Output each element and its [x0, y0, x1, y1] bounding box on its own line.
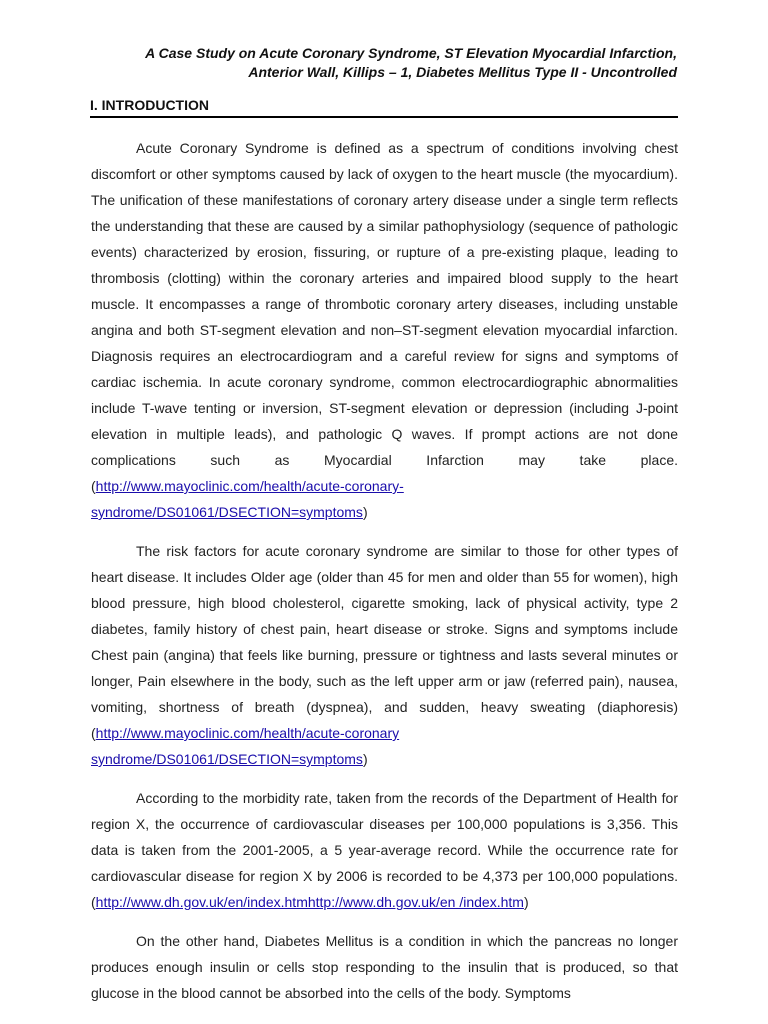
paragraph-1	[91, 135, 678, 525]
paragraph-3-text: According to the morbidity rate, taken from the records of the Department of Health for region X, the occurrence of cardiovascular diseases per 100,000 populations is 3,356. This data is taken from the 2001-2005, a 5 year-average record. While the occurrence rate for cardiovascular disease for region X by 2006 is recorded to be 4,373 per 100,000 populations.(	[91, 790, 678, 910]
title-line-2: Anterior Wall, Killips – 1, Diabetes Mellitus Type II - Uncontrolled	[248, 64, 677, 80]
document-title	[90, 44, 677, 82]
paragraph-2-close: )	[362, 751, 368, 767]
paragraph-1-close: )	[362, 504, 368, 520]
paragraph-4-text: On the other hand, Diabetes Mellitus is a condition in which the pancreas no longer produces enough insulin or cells stop responding to the insulin that is produced, so that glucose in the blood cannot be absorbed into the cells of the body. Symptoms	[91, 933, 678, 1001]
dh-gov-link[interactable]: http://www.dh.gov.uk/en/index.htmhttp://www.dh.gov.uk/en /index.htm	[95, 894, 524, 910]
section-heading-introduction: I. INTRODUCTION	[90, 96, 678, 118]
body-text	[91, 135, 678, 1019]
paragraph-1-text: Acute Coronary Syndrome is defined as a spectrum of conditions involving chest discomfort or other symptoms caused by lack of oxygen to the heart muscle (the myocardium). The unification of these manifestations of coronary artery disease under a single term reflects the understanding that these are caused by a similar pathophysiology (sequence of pathologic events) characterized by erosion, fissuring, or rupture of a pre-existing plaque, leading to thrombosis (clotting) within the coronary arteries and impaired blood supply to the heart muscle. It encompasses a range of thrombotic coronary artery diseases, including unstable angina and both ST-segment elevation and non–ST-segment elevation myocardial infarction. Diagnosis requires an electrocardiogram and a careful review for signs and symptoms of cardiac ischemia. In acute coronary syndrome, common electrocardiographic abnormalities include T-wave tenting or inversion, ST-segment elevation or depression (including J-point elevation in multiple leads), and pathologic Q waves. If prompt actions are not done complications such as Myocardial Infarction may take place. (	[91, 140, 678, 494]
title-line-1: A Case Study on Acute Coronary Syndrome, ST Elevation Myocardial Infarction,	[145, 45, 677, 61]
mayoclinic-link-2[interactable]: http://www.mayoclinic.com/health/acute-coronary syndrome/DS01061/DSECTION=symptoms	[91, 725, 400, 767]
paragraph-3-close: )	[523, 894, 529, 910]
paragraph-3	[91, 785, 678, 915]
paragraph-2-text: The risk factors for acute coronary syndrome are similar to those for other types of heart disease. It includes Older age (older than 45 for men and older than 55 for women), high blood pressure, high blood cholesterol, cigarette smoking, lack of physical activity, type 2 diabetes, family history of chest pain, heart disease or stroke. Signs and symptoms include Chest pain (angina) that feels like burning, pressure or tightness and lasts several minutes or longer, Pain elsewhere in the body, such as the left upper arm or jaw (referred pain), nausea, vomiting, shortness of breath (dyspnea), and sudden, heavy sweating (diaphoresis) (	[91, 543, 678, 741]
paragraph-4	[91, 928, 678, 1006]
paragraph-2	[91, 538, 678, 772]
mayoclinic-link-1[interactable]: http://www.mayoclinic.com/health/acute-coronary-syndrome/DS01061/DSECTION=symptoms	[91, 478, 404, 520]
